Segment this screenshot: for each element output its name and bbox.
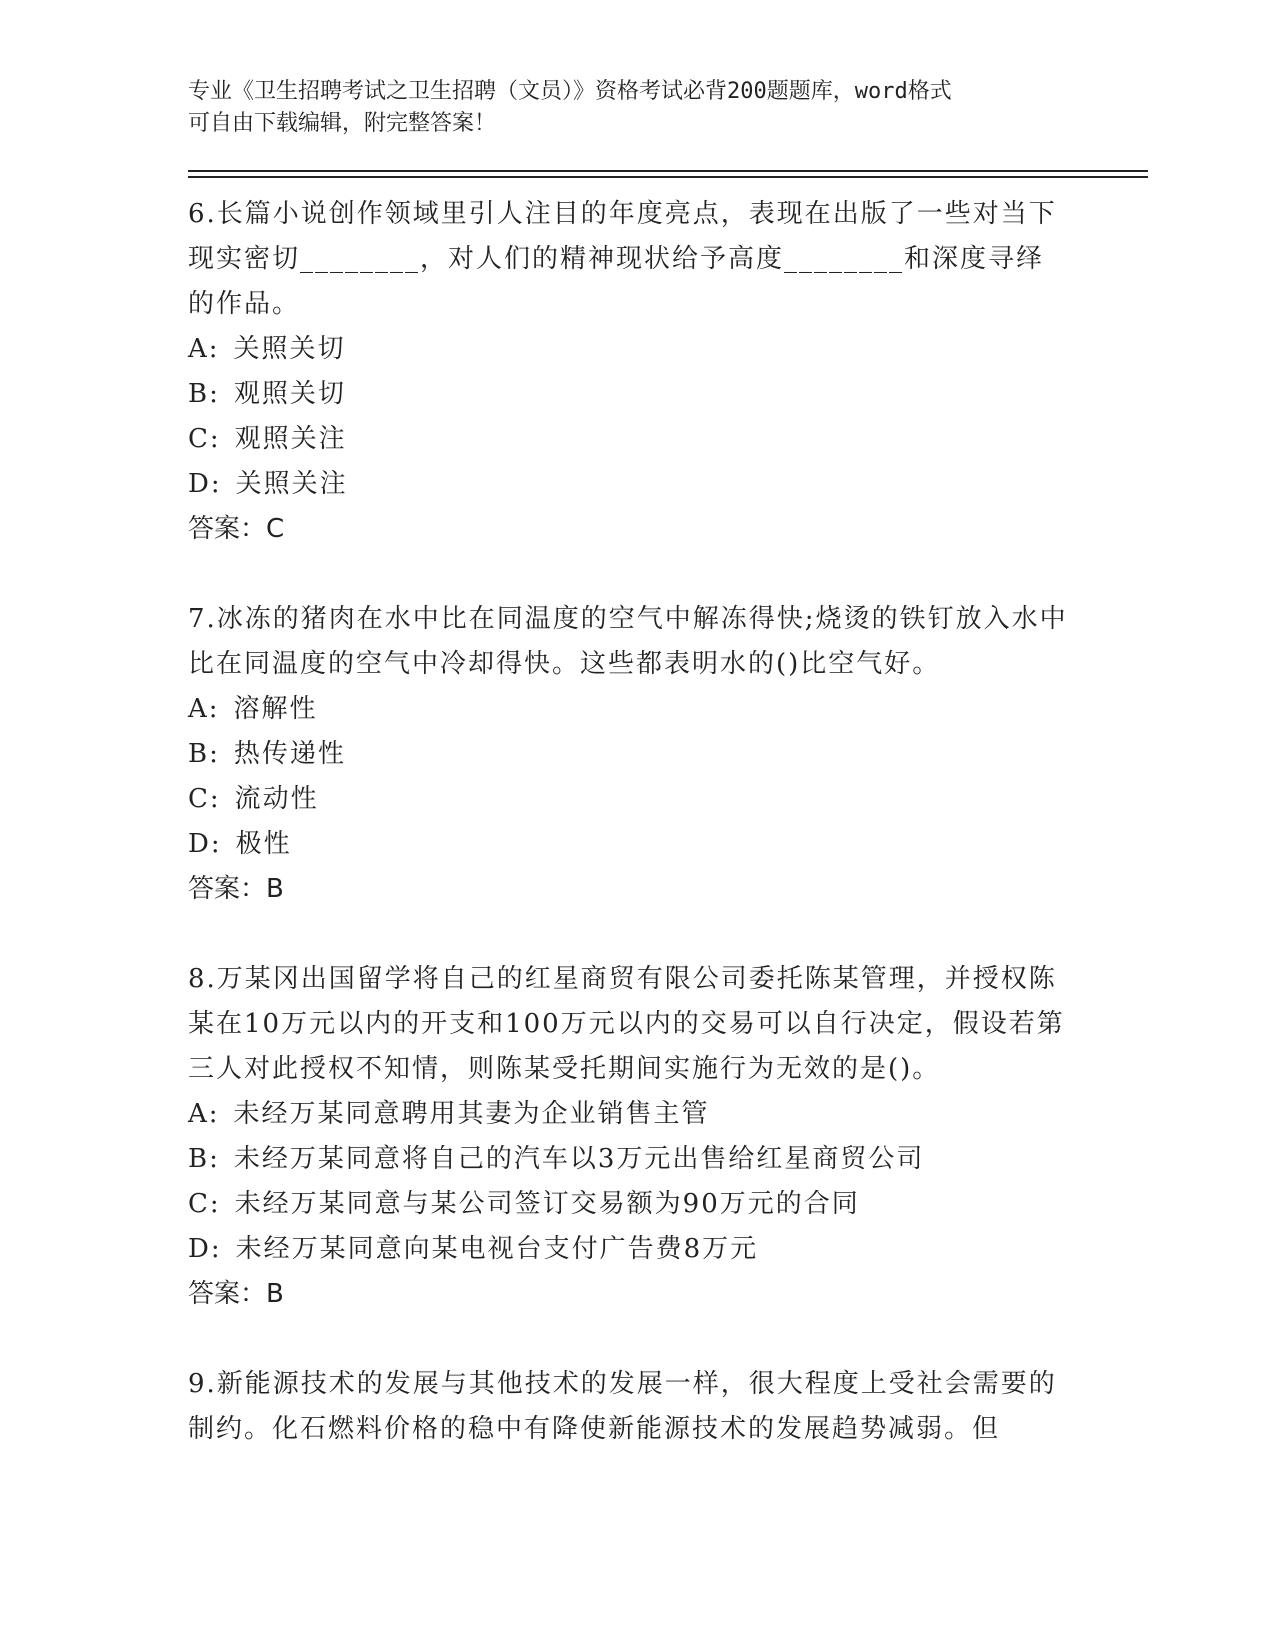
option-a — [188, 687, 1148, 732]
option-c — [188, 1182, 1148, 1227]
option-text: 热传递性 — [233, 739, 346, 769]
option-letter: C: — [188, 1189, 221, 1219]
option-c — [188, 417, 1148, 462]
option-text: 关照关切 — [233, 334, 346, 364]
option-text: 溶解性 — [233, 694, 318, 724]
question-stem: 7.冰冻的猪肉在水中比在同温度的空气中解冻得快;烧烫的铁钉放入水中比在同温度的空气中冷却得快。这些都表明水的()比空气好。 — [188, 604, 1068, 679]
option-text: 观照关注 — [234, 424, 347, 454]
option-letter: D: — [188, 469, 222, 499]
question-9 — [188, 1362, 1148, 1452]
option-a — [188, 1092, 1148, 1137]
option-letter: B: — [188, 1144, 220, 1174]
option-letter: C: — [188, 424, 221, 454]
question-6 — [188, 192, 1148, 552]
option-text: 关照关注 — [235, 469, 348, 499]
option-text: 未经万某同意聘用其妻为企业销售主管 — [233, 1099, 710, 1129]
question-stem: 9.新能源技术的发展与其他技术的发展一样，很大程度上受社会需要的制约。化石燃料价格的稳中有降使新能源技术的发展趋势减弱。但 — [188, 1369, 1057, 1444]
option-b — [188, 732, 1148, 777]
option-d — [188, 462, 1148, 507]
option-text: 未经万某同意与某公司签订交易额为90万元的合同 — [234, 1189, 860, 1219]
option-c — [188, 777, 1148, 822]
option-letter: C: — [188, 784, 221, 814]
option-b — [188, 372, 1148, 417]
divider-line-top — [188, 170, 1148, 172]
option-text: 未经万某同意向某电视台支付广告费8万元 — [235, 1234, 759, 1264]
option-d — [188, 1227, 1148, 1272]
option-letter: A: — [188, 334, 220, 364]
option-text: 观照关切 — [233, 379, 346, 409]
question-stem: 8.万某冈出国留学将自己的红星商贸有限公司委托陈某管理，并授权陈某在10万元以内的开支和100万元以内的交易可以自行决定，假设若第三人对此授权不知情，则陈某受托期间实施行为无效的是()。 — [188, 964, 1065, 1084]
option-letter: A: — [188, 694, 220, 724]
option-letter: A: — [188, 1099, 220, 1129]
question-stem: 6.长篇小说创作领域里引人注目的年度亮点，表现在出版了一些对当下现实密切________，对人们的精神现状给予高度________和深度寻绎的作品。 — [188, 199, 1057, 319]
option-letter: D: — [188, 1234, 222, 1264]
answer-label: 答案：B — [188, 1279, 284, 1309]
document-header — [188, 76, 1088, 140]
option-text: 未经万某同意将自己的汽车以3万元出售给红星商贸公司 — [233, 1144, 925, 1174]
answer-label: 答案：C — [188, 514, 285, 544]
option-text: 极性 — [235, 829, 292, 859]
header-line-2: 可自由下载编辑，附完整答案！ — [188, 111, 497, 136]
option-a — [188, 327, 1148, 372]
answer-label: 答案：B — [188, 874, 284, 904]
option-text: 流动性 — [234, 784, 319, 814]
header-line-1: 专业《卫生招聘考试之卫生招聘（文员）》资格考试必背200题题库，word格式 — [188, 79, 952, 104]
option-letter: B: — [188, 739, 220, 769]
divider-line-bottom — [188, 176, 1148, 178]
question-7 — [188, 597, 1148, 912]
option-letter: D: — [188, 829, 222, 859]
option-d — [188, 822, 1148, 867]
header-divider — [188, 170, 1148, 178]
option-b — [188, 1137, 1148, 1182]
document-page — [188, 76, 1148, 1452]
question-8 — [188, 957, 1148, 1317]
option-letter: B: — [188, 379, 220, 409]
